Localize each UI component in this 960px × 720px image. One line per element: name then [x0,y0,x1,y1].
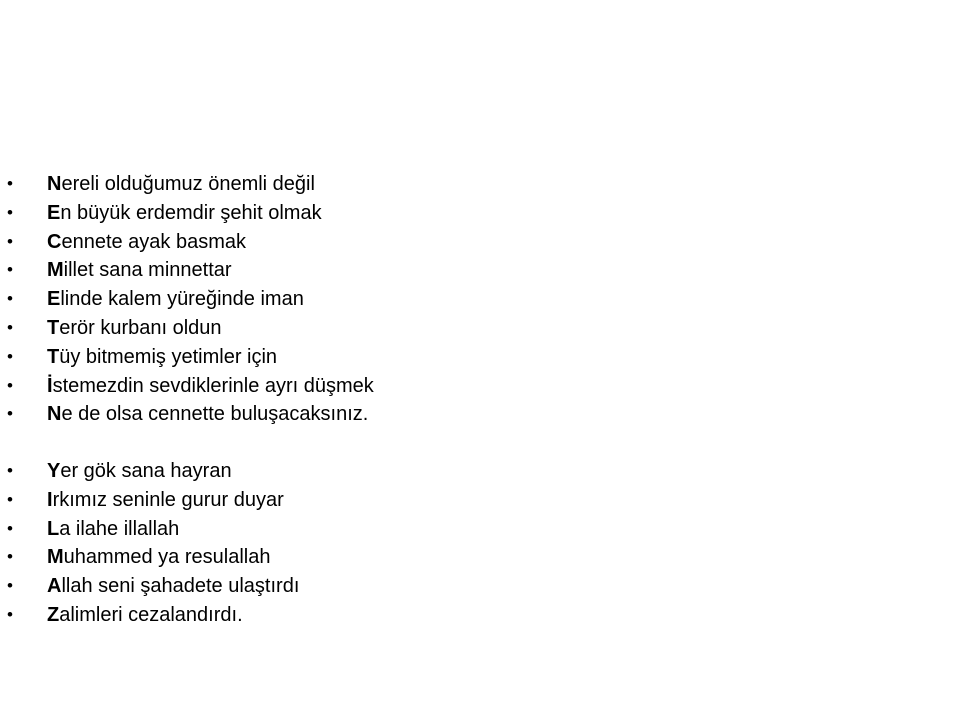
poem-line-text [47,228,246,257]
poem-line-text [47,486,284,515]
line-rest: linde kalem yüreğinde iman [60,288,304,311]
acrostic-letter: A [47,575,62,598]
poem-line-text [47,543,270,572]
acrostic-letter: T [47,316,60,339]
acrostic-letter: I [47,488,53,511]
poem-line-text [47,400,368,429]
poem-line-text [47,256,232,285]
acrostic-letter: C [47,230,62,253]
acrostic-letter: N [47,173,62,195]
bullet-icon: • [7,489,13,509]
bullet-icon: • [7,576,13,596]
acrostic-letter: E [47,201,61,224]
acrostic-letter: T [47,345,60,368]
bullet-icon: • [7,260,13,280]
poem-line-text [47,515,179,544]
acrostic-letter: M [47,546,64,569]
acrostic-letter: Y [47,460,61,482]
acrostic-letter: E [47,288,61,311]
line-rest: erör kurbanı oldun [59,316,222,339]
bullet-icon: • [7,289,13,309]
bullet-icon: • [7,404,13,424]
bullet-icon: • [7,547,13,567]
bullet-icon: • [7,174,13,193]
poem-line-text [47,601,243,630]
bullet-icon: • [7,231,13,251]
poem-line-text [47,199,322,228]
acrostic-letter: M [47,259,64,282]
acrostic-letter: N [47,403,62,426]
line-rest: ennete ayak basmak [61,230,247,253]
bullet-icon: • [7,346,13,366]
bullet-icon: • [7,461,13,480]
poem-line-text [47,372,374,401]
line-rest: n büyük erdemdir şehit olmak [60,201,322,224]
poem-line-text [47,314,222,343]
line-rest: llah seni şahadete ulaştırdı [61,575,300,598]
bullet-icon: • [7,604,13,624]
poem-line-text [47,285,304,314]
line-rest: alimleri cezalandırdı. [59,603,243,626]
acrostic-letter: L [47,517,60,540]
poem-line-text [47,572,299,601]
bullet-icon: • [7,518,13,538]
acrostic-letter: İ [47,374,53,397]
line-rest: üy bitmemiş yetimler için [59,345,278,368]
line-rest: ereli olduğumuz önemli değil [61,173,315,195]
bullet-icon: • [7,317,13,337]
bullet-icon: • [7,202,13,222]
line-rest: e de olsa cennette buluşacaksınız. [61,403,369,426]
line-rest: stemezdin sevdiklerinle ayrı düşmek [52,374,374,397]
acrostic-letter: Z [47,603,60,626]
line-rest: illet sana minnettar [63,259,232,282]
line-rest: rkımız seninle gurur duyar [52,488,284,511]
poem-line-text [47,457,232,486]
line-rest: er gök sana hayran [60,460,232,482]
poem-line-text [47,170,315,199]
poem-line-text [47,343,277,372]
line-rest: a ilahe illallah [59,517,180,540]
bullet-icon: • [7,375,13,395]
line-rest: uhammed ya resulallah [63,546,271,569]
